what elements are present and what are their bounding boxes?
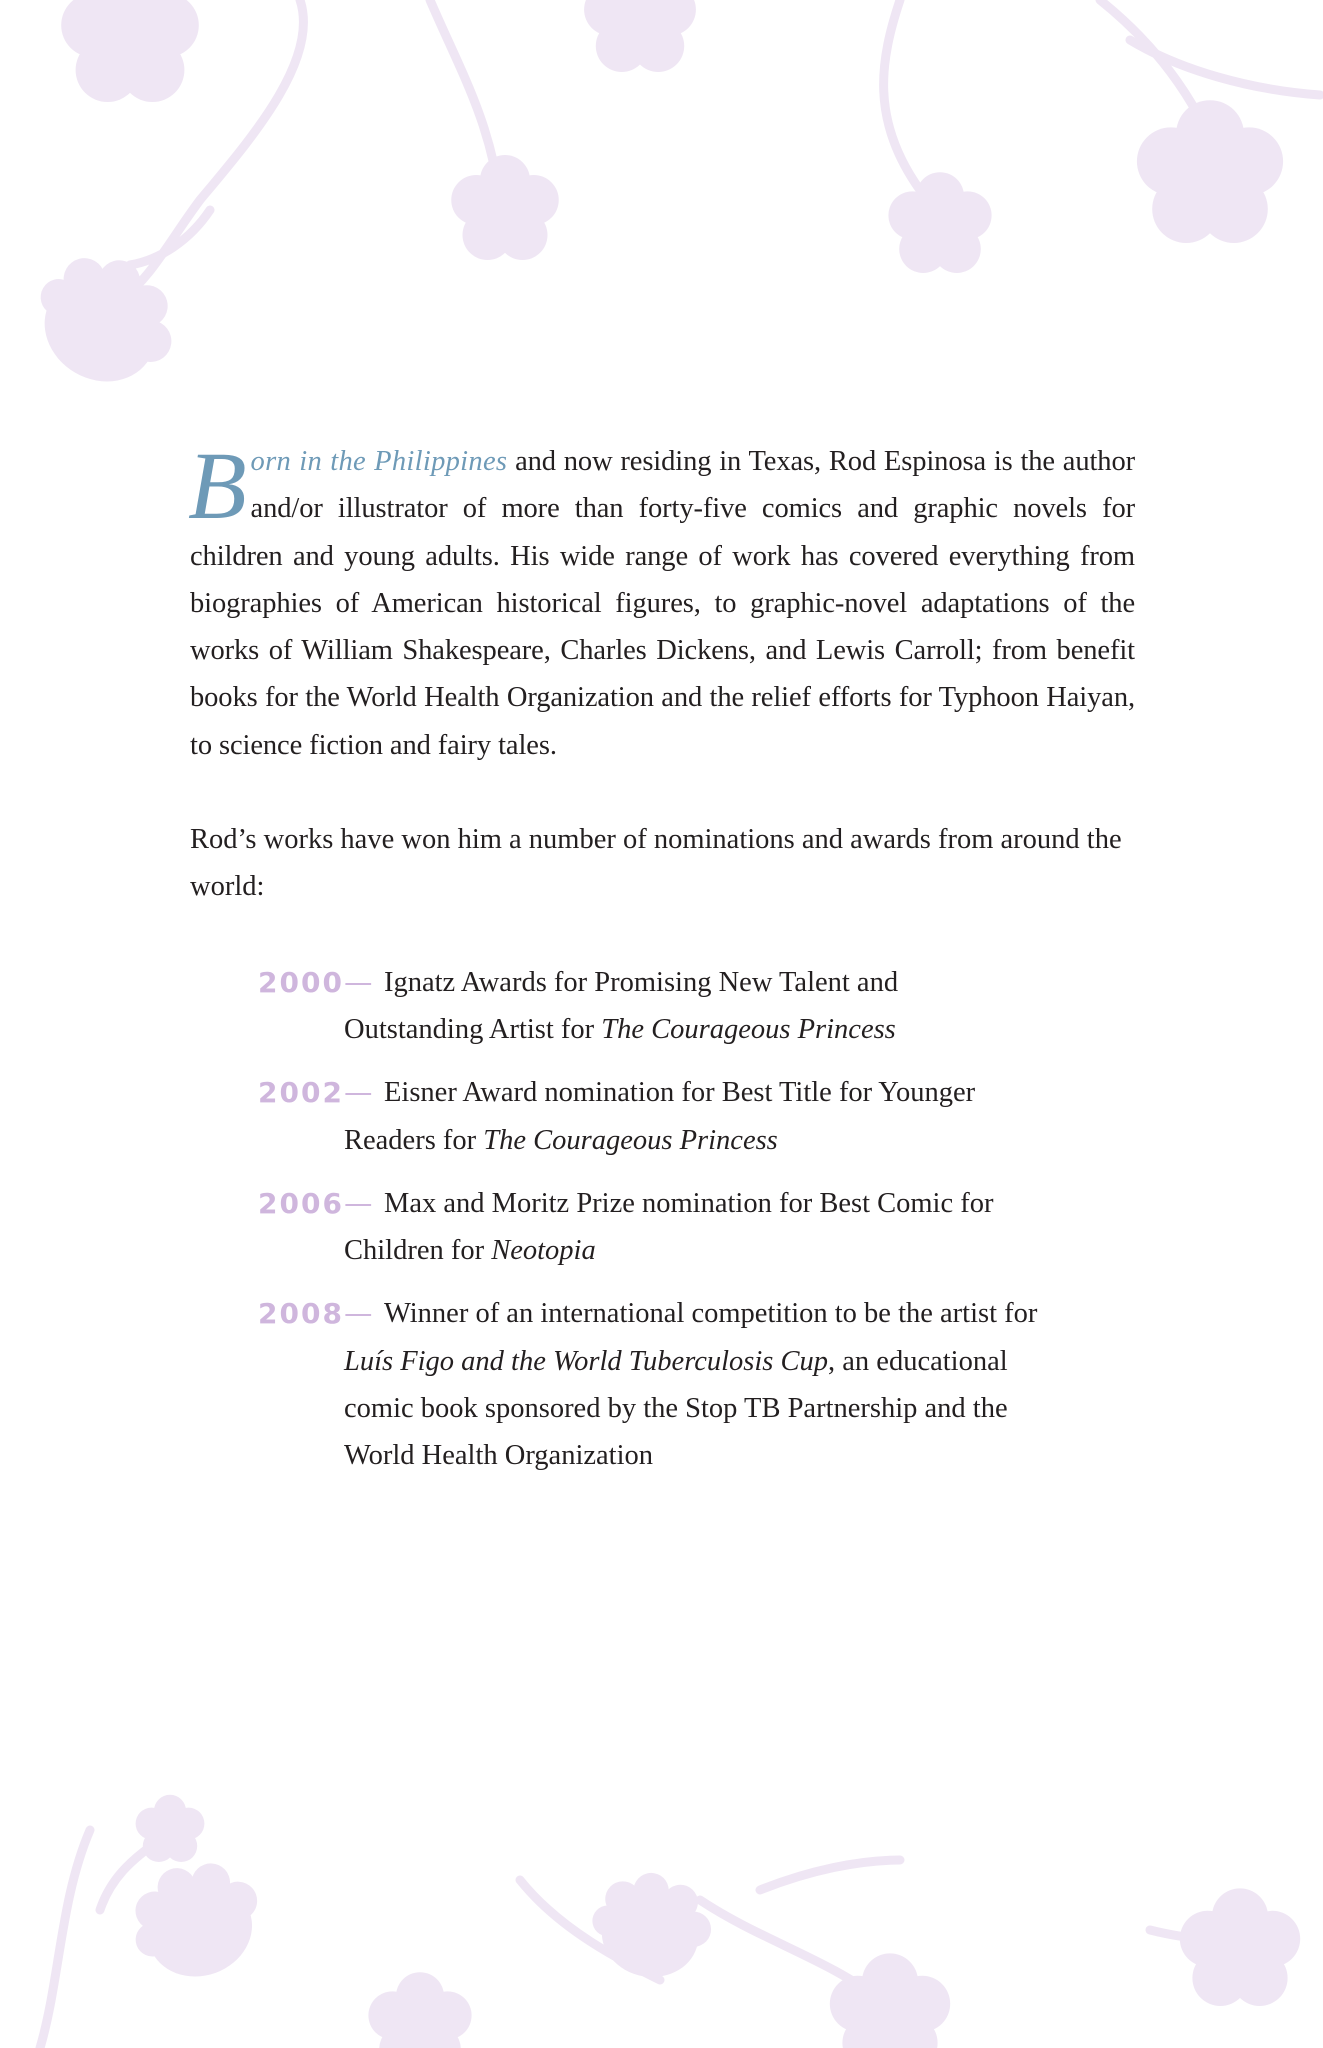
award-text: Ignatz Awards for Promising New Talent and Outstanding Artist for bbox=[344, 966, 899, 1045]
awards-list bbox=[258, 959, 1038, 1480]
flower-icon bbox=[1137, 100, 1283, 243]
lead-in-text: orn in the Philippines bbox=[250, 446, 508, 477]
award-description bbox=[344, 1180, 1038, 1275]
award-description bbox=[344, 959, 1038, 1054]
award-dash: — bbox=[343, 1297, 373, 1331]
bio-paragraph bbox=[188, 432, 1135, 769]
award-year-label bbox=[258, 1069, 384, 1117]
award-description bbox=[344, 1069, 1038, 1164]
award-year-label bbox=[258, 1290, 384, 1338]
award-year: 2002 bbox=[258, 1076, 344, 1110]
award-year: 2000 bbox=[258, 965, 344, 999]
award-text: Eisner Award nomination for Best Title for Younger Readers for bbox=[344, 1077, 976, 1156]
award-dash: — bbox=[343, 1186, 373, 1220]
award-year-label bbox=[258, 959, 384, 1007]
flower-icon bbox=[15, 232, 198, 408]
flower-icon bbox=[368, 1972, 471, 2048]
main-text bbox=[188, 432, 1135, 1496]
flower-icon bbox=[888, 172, 991, 273]
flower-icon bbox=[830, 1953, 950, 2048]
award-title: The Courageous Princess bbox=[601, 1013, 896, 1045]
award-title: Luís Figo and the World Tuberculosis Cup bbox=[344, 1345, 829, 1377]
flower-icon bbox=[61, 0, 199, 102]
award-title: Neotopia bbox=[491, 1235, 596, 1267]
flower-icon bbox=[584, 0, 696, 72]
flower-icon bbox=[116, 1845, 276, 1995]
award-item bbox=[258, 959, 1038, 1054]
award-year: 2006 bbox=[258, 1186, 344, 1220]
award-dash: — bbox=[343, 1076, 373, 1110]
bio-body: and now residing in Texas, Rod Espinosa is the author and/or illustrator of more than forty-five comics and graphic novels for children and young adults. His wide range of work has covered everything from biographies of American historical figures, to graphic-novel adaptations of the works of William Shakespeare, Charles Dickens, and Lewis Carroll; from benefit books for the World Health Organization and the relief efforts for Typhoon Haiyan, to science fiction and fairy tales. bbox=[190, 446, 1135, 761]
award-year-label bbox=[258, 1180, 384, 1228]
awards-intro: Rod’s works have won him a number of nominations and awards from around the world: bbox=[190, 824, 1122, 903]
award-description bbox=[344, 1290, 1038, 1479]
award-year: 2008 bbox=[258, 1297, 344, 1331]
award-item bbox=[258, 1290, 1038, 1479]
award-text: Winner of an international competition to be the artist for bbox=[384, 1298, 1038, 1330]
award-dash: — bbox=[343, 965, 373, 999]
award-text-after: , an educational comic book sponsored by the Stop TB Partnership and the World Health Organization bbox=[344, 1345, 1008, 1472]
flower-icon bbox=[451, 155, 559, 260]
award-item bbox=[258, 1180, 1038, 1275]
drop-cap: B bbox=[188, 432, 247, 539]
flower-icon bbox=[584, 1864, 719, 1986]
award-title: The Courageous Princess bbox=[483, 1124, 778, 1156]
award-item bbox=[258, 1069, 1038, 1164]
award-text: Max and Moritz Prize nomination for Best Comic for Children for bbox=[344, 1187, 994, 1267]
